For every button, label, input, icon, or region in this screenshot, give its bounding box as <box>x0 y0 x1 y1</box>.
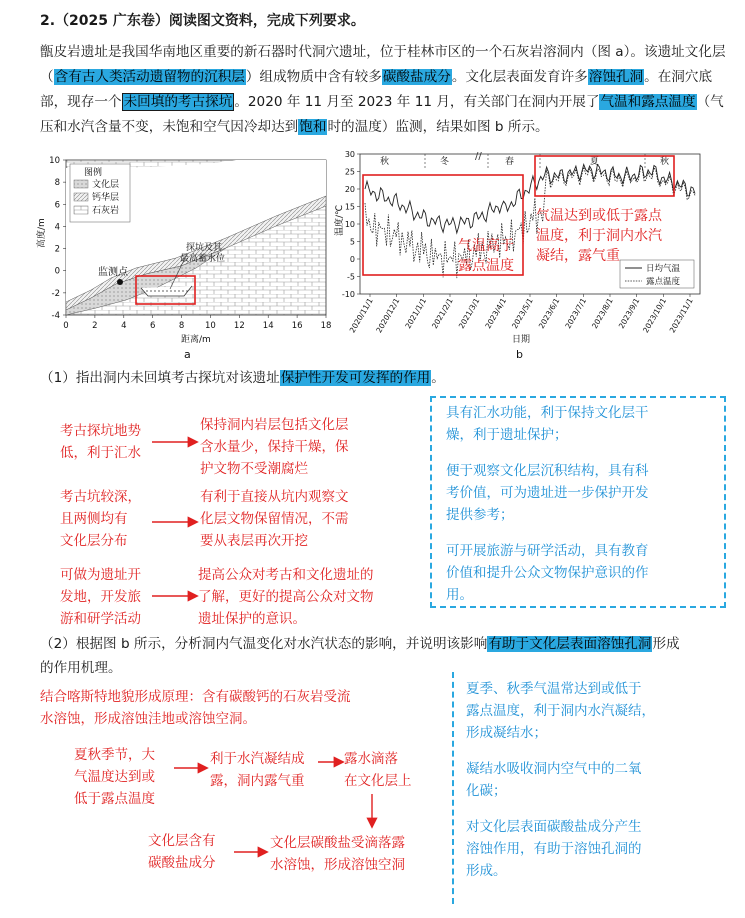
legend-swatch-cultural <box>74 180 88 188</box>
sub2-answer-1: 夏季、秋季气温常达到或低于 露点温度，利于洞内水汽凝结， 形成凝结水； <box>466 681 655 741</box>
sub1-answer-1: 具有汇水功能，利于保持文化层干 燥，利于遗址保护； <box>446 405 649 443</box>
season-label: 秋 <box>660 157 670 167</box>
annotation-note1-line2: 露点温度 <box>458 258 514 274</box>
pit-label-2: 最高蓄水位 <box>180 254 226 264</box>
x-tick-label-b: 2023/9/1 <box>616 296 642 331</box>
sub2-text: 形成 <box>652 636 680 652</box>
x-tick-label-a: 8 <box>178 321 185 331</box>
sub1-answer-2: 便于观察文化层沉积结构，具有科 考价值，可为遗址进一步保护开发 提供参考； <box>446 463 649 523</box>
x-tick-label-b: 2020/11/1 <box>347 296 375 335</box>
season-label: 夏 <box>590 157 600 167</box>
monitoring-point <box>117 279 123 285</box>
y-tick-label-a: 8 <box>54 178 60 189</box>
sub2-text: （2）根据图 b 所示，分析洞内气温变化对水汽状态的影响，并说明该影响 <box>40 636 488 652</box>
x-tick-label-a: 6 <box>149 321 156 331</box>
legend-item-b: 日均气温 <box>646 264 681 274</box>
y-tick-label-a: -4 <box>51 311 60 321</box>
legend-swatch-limestone <box>74 206 88 214</box>
x-tick-label-b: 2020/12/1 <box>374 296 402 335</box>
sub1-effect-1: 保持洞内岩层包括文化层 含水量少，保持干燥，保 护文物不受潮腐烂 <box>200 417 349 477</box>
question-paragraph <box>40 40 730 140</box>
sub1-effect-2: 有利于直接从坑内观察文 化层文物保留情况，不需 要从表层再次开挖 <box>200 489 349 549</box>
y-tick-label-b: 25 <box>344 167 355 177</box>
y-tick-label-b: 30 <box>344 150 355 159</box>
legend-swatch-calcite <box>74 193 88 201</box>
figure-a-label: a <box>184 348 191 361</box>
sub2-answer-2: 凝结水吸收洞内空气中的二氧 化碳； <box>466 761 642 799</box>
y-tick-label-b: 20 <box>344 185 355 194</box>
sub-question-2-line2: 的作用机理。 <box>40 660 122 676</box>
para-highlight: 碳酸盐成分 <box>382 69 451 85</box>
y-tick-label-b: 10 <box>344 220 355 229</box>
para-text: （气压和水汽含量不变，未饱和空气因冷却达到 <box>40 94 724 135</box>
x-tick-label-b: 2023/5/1 <box>510 296 535 331</box>
para-text: 甑皮岩遗址是我国华南地区重要的新石器时代洞穴遗址，位于桂林市区的一个石灰岩溶洞内（图 a）。该遗址文化层（ <box>40 44 726 85</box>
para-highlight: 含有古人类活动遗留物的沉积层 <box>54 69 245 85</box>
x-tick-label-b: 2021/2/1 <box>430 296 455 331</box>
x-tick-label-a: 0 <box>63 321 69 331</box>
sub1-effect-3: 提高公众对考古和文化遗址的 了解，更好的提高公众对文物 遗址保护的意识。 <box>198 567 374 627</box>
x-tick-label-a: 10 <box>205 321 216 331</box>
sub1-highlight: 保护性开发可发挥的作用 <box>280 370 431 386</box>
season-label: 冬 <box>440 157 450 167</box>
y-tick-label-b: 5 <box>349 237 355 247</box>
x-axis-label-b: 日期 <box>512 335 531 345</box>
y-tick-label-b: -10 <box>341 290 355 299</box>
x-tick-label-b: 2023/11/1 <box>667 296 695 335</box>
figure-b-temperature-chart <box>330 146 715 362</box>
para-highlight: 溶蚀孔洞 <box>588 69 644 85</box>
x-tick-label-b: 2023/10/1 <box>641 296 669 335</box>
legend-item: 文化层 <box>92 180 120 190</box>
legend-item-b: 露点温度 <box>646 277 681 287</box>
sub1-cause-3: 可做为遗址开 发地，开发旅 游和研学活动 <box>60 567 141 627</box>
sub2-answer-3: 对文化层表面碳酸盐成分产生 溶蚀作用，有助于溶蚀孔洞的 形成。 <box>466 819 642 879</box>
y-tick-label-a: -2 <box>51 288 60 299</box>
x-tick-label-b: 2023/4/1 <box>483 296 509 331</box>
para-text: 时的温度）监测，结果如图 b 所示。 <box>327 119 549 135</box>
figure-a-cross-section <box>36 150 336 362</box>
annotation-note2-line2: 温度，利于洞内水汽 <box>536 228 662 244</box>
season-label: 秋 <box>380 157 390 167</box>
y-axis-label-a: 高度/m <box>37 218 47 248</box>
figure-b-label: b <box>516 348 523 361</box>
x-tick-label-b: 2021/3/1 <box>456 296 482 331</box>
flow-node-a: 夏秋季节，大 气温度达到或 低于露点温度 <box>74 747 155 807</box>
para-text: ）组成物质中含有较多 <box>245 69 382 85</box>
x-tick-label-b: 2023/8/1 <box>590 296 615 331</box>
annotation-note2-line3: 凝结，露气重 <box>536 248 620 264</box>
legend-item: 钙华层 <box>92 193 120 203</box>
axis-break-mark: // <box>475 151 482 162</box>
x-tick-label-a: 4 <box>121 321 127 331</box>
monitoring-point-label: 监测点 <box>98 267 128 278</box>
sub2-highlight: 有助于文化层表面溶蚀孔洞 <box>488 636 652 652</box>
flow-node-e: 文化层碳酸盐受滴落露 水溶蚀，形成溶蚀空洞 <box>270 835 405 873</box>
sub2-answer-divider <box>452 672 454 904</box>
y-tick-label-a: 2 <box>54 244 60 255</box>
sub1-arrows <box>150 420 210 610</box>
x-tick-label-b: 2023/7/1 <box>563 296 589 331</box>
season-label: 春 <box>505 157 515 167</box>
sub-question-2 <box>40 632 730 656</box>
para-text: 。在洞穴底部，现存一个 <box>40 69 713 110</box>
x-tick-label-a: 2 <box>92 321 98 331</box>
legend-title-a: 图例 <box>84 168 103 178</box>
para-highlight: 饱和 <box>299 119 327 135</box>
sub1-cause-2: 考古坑较深， 且两侧均有 文化层分布 <box>60 489 141 549</box>
x-tick-label-b: 2021/1/1 <box>403 296 429 331</box>
legend-item: 石灰岩 <box>92 206 120 216</box>
sub1-text: 。 <box>431 370 445 386</box>
x-axis-ticks-b <box>348 294 695 334</box>
flow-node-b: 利于水汽凝结成 露，洞内露气重 <box>210 751 305 789</box>
x-tick-label-a: 16 <box>291 321 303 331</box>
y-tick-label-a: 10 <box>49 156 60 166</box>
y-tick-label-a: 0 <box>54 266 60 277</box>
x-tick-label-a: 18 <box>320 321 332 331</box>
y-axis-label-b: 温度/℃ <box>335 204 345 236</box>
y-axis-ticks-a <box>49 156 66 321</box>
sub-question-1 <box>40 366 730 390</box>
sub1-cause-1: 考古探坑地势 低，利于汇水 <box>60 423 141 461</box>
y-tick-label-a: 6 <box>54 200 60 211</box>
y-tick-label-b: 0 <box>349 255 355 264</box>
para-text: 。文化层表面发育许多 <box>451 69 588 85</box>
sub1-text: （1）指出洞内未回填考古探坑对该遗址 <box>40 370 280 386</box>
flow-arrows <box>160 740 420 860</box>
x-tick-label-b: 2023/6/1 <box>536 296 562 331</box>
pit-label-1: 探坑及其 <box>186 243 223 253</box>
para-highlight: 未回填的考古探坑 <box>123 94 233 110</box>
para-highlight: 气温和露点温度 <box>600 94 696 110</box>
x-tick-label-a: 12 <box>233 321 245 331</box>
y-tick-label-a: 4 <box>54 222 60 233</box>
flow-node-d: 文化层含有 碳酸盐成分 <box>148 833 216 871</box>
x-axis-label-a: 距离/m <box>181 335 211 345</box>
sub2-intro: 结合喀斯特地貌形成原理：含有碳酸钙的石灰岩受流 水溶蚀，形成溶蚀洼地或溶蚀空洞。 <box>40 689 351 727</box>
sub1-answer-3: 可开展旅游与研学活动，具有教育 价值和提升公众文物保护意识的作 用。 <box>446 543 649 603</box>
flow-node-c: 露水滴落 在文化层上 <box>344 751 412 789</box>
x-axis-ticks-a <box>63 315 331 331</box>
y-tick-label-b: -5 <box>347 272 355 282</box>
y-tick-label-b: 15 <box>344 202 355 212</box>
annotation-note2-line1: 气温达到或低于露点 <box>536 208 662 224</box>
question-title: 2.（2025 广东卷）阅读图文资料，完成下列要求。 <box>40 13 365 29</box>
x-tick-label-a: 14 <box>262 321 274 331</box>
para-text: 。2020 年 11 月至 2023 年 11 月，有关部门在洞内开展了 <box>234 94 600 110</box>
annotation-note1-line1: 气温高于 <box>458 238 514 254</box>
